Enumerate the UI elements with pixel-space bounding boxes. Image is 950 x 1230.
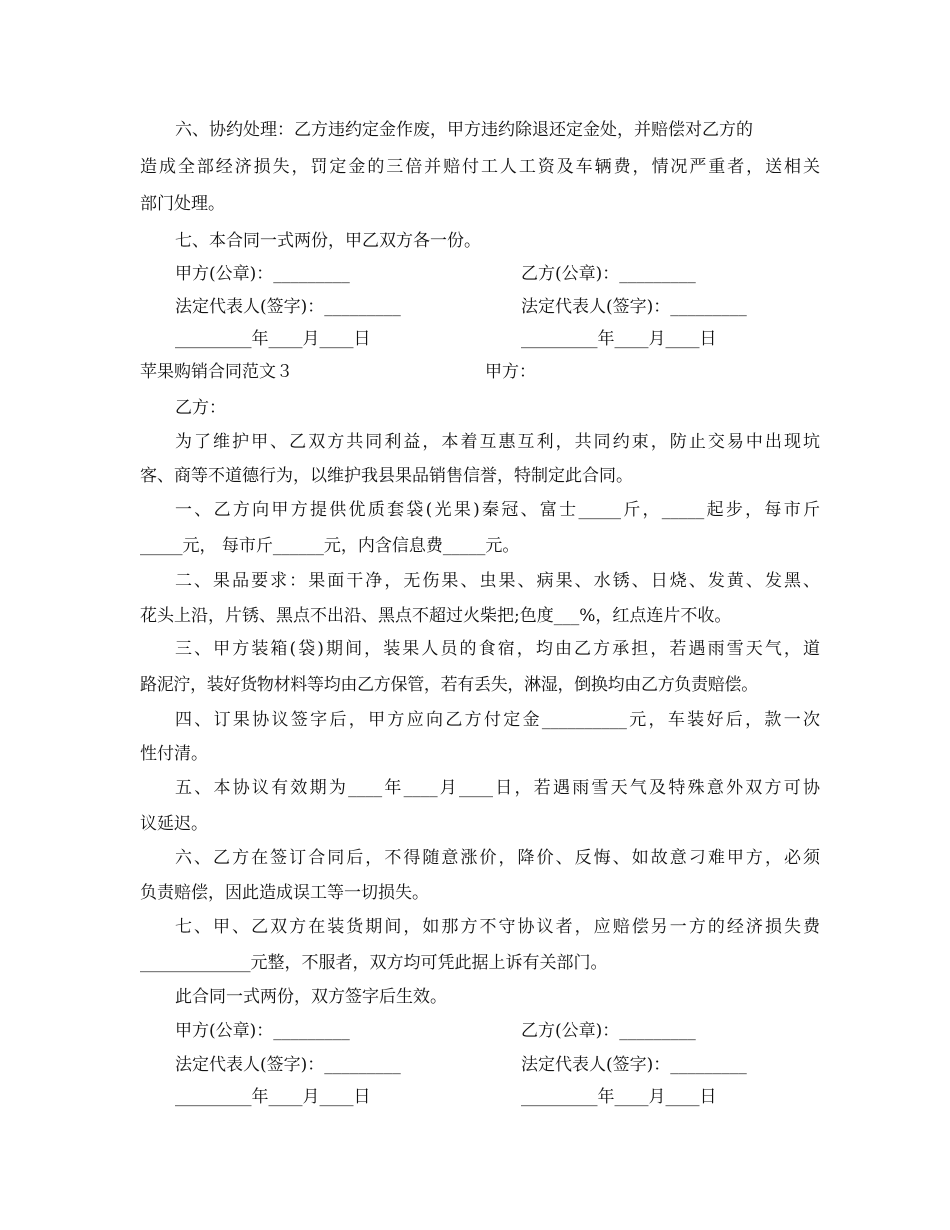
clause-6-line-2: 造成全部经济损失，罚定金的三倍并赔付工人工资及车辆费，情况严重者，送相关	[140, 157, 820, 177]
signature-party-a: 甲方(公章)：_________	[175, 264, 350, 284]
party-b-label: 乙方：	[175, 398, 226, 418]
signature-party-a-2: 甲方(公章)：_________	[175, 1021, 350, 1041]
clause-7b-line-1: 七、甲、乙双方在装货期间，如那方不守协议者，应赔偿另一方的经济损失费	[175, 917, 820, 937]
party-a-label: 甲方：	[485, 362, 536, 382]
clause-3-line-1: 三、甲方装箱(袋)期间，装果人员的食宿，均由乙方承担，若遇雨雪天气，道	[175, 639, 820, 659]
clause-2-line-2: 花头上沿，片锈、黑点不出沿、黑点不超过火柴把;色度___%，红点连片不收。	[140, 606, 732, 626]
clause-2-line-1: 二、果品要求：果面干净，无伤果、虫果、病果、水锈、日烧、发黄、发黑、	[175, 571, 820, 591]
signature-party-b: 乙方(公章)：_________	[521, 264, 696, 284]
signature-date-a-2: _________年____月____日	[175, 1087, 371, 1107]
signature-rep-a-2: 法定代表人(签字)：_________	[175, 1055, 401, 1075]
clause-3-line-2: 路泥泞，装好货物材料等均由乙方保管，若有丢失，淋湿，倒换均由乙方负责赔偿。	[140, 675, 758, 695]
signature-rep-b-2: 法定代表人(签字)：_________	[521, 1055, 747, 1075]
clause-6-line-3: 部门处理。	[140, 194, 225, 214]
signature-date-b: _________年____月____日	[521, 329, 717, 349]
intro-line-2: 客、商等不道德行为，以维护我县果品销售信誉，特制定此合同。	[140, 466, 633, 486]
clause-7b-line-2: _____________元整，不服者，双方均可凭此据上诉有关部门。	[140, 953, 608, 973]
signature-date-a: _________年____月____日	[175, 329, 371, 349]
clause-6b-line-2: 负责赔偿，因此造成误工等一切损失。	[140, 883, 429, 903]
signature-party-b-2: 乙方(公章)：_________	[521, 1021, 696, 1041]
clause-5-line-2: 议延迟。	[140, 814, 208, 834]
clause-7: 七、本合同一式两份，甲乙双方各一份。	[175, 231, 481, 251]
signature-rep-b: 法定代表人(签字)：_________	[521, 297, 747, 317]
closing-statement: 此合同一式两份，双方签字后生效。	[175, 987, 447, 1007]
contract-title-line	[140, 355, 820, 389]
intro-line-1: 为了维护甲、乙双方共同利益，本着互惠互利，共同约束，防止交易中出现坑	[175, 432, 820, 452]
clause-5-line-1: 五、本协议有效期为____年____月____日，若遇雨雪天气及特殊意外双方可协	[175, 778, 820, 798]
clause-6b-line-1: 六、乙方在签订合同后，不得随意涨价，降价、反悔、如故意刁难甲方，必须	[175, 848, 820, 868]
contract-title: 苹果购销合同范文３	[140, 362, 293, 382]
clause-1-line-1: 一、乙方向甲方提供优质套袋(光果)秦冠、富士_____斤，_____起步，每市斤	[175, 500, 820, 520]
clause-1-line-2: _____元， 每市斤______元，内含信息费_____元。	[140, 536, 520, 556]
signature-rep-a: 法定代表人(签字)：_________	[175, 297, 401, 317]
clause-4-line-1: 四、订果协议签字后，甲方应向乙方付定金__________元，车装好后，款一次	[175, 710, 820, 730]
signature-date-b-2: _________年____月____日	[521, 1087, 717, 1107]
clause-6-line-1: 六、协约处理：乙方违约定金作废，甲方违约除退还定金处，并赔偿对乙方的	[175, 120, 753, 140]
clause-4-line-2: 性付清。	[140, 744, 208, 764]
